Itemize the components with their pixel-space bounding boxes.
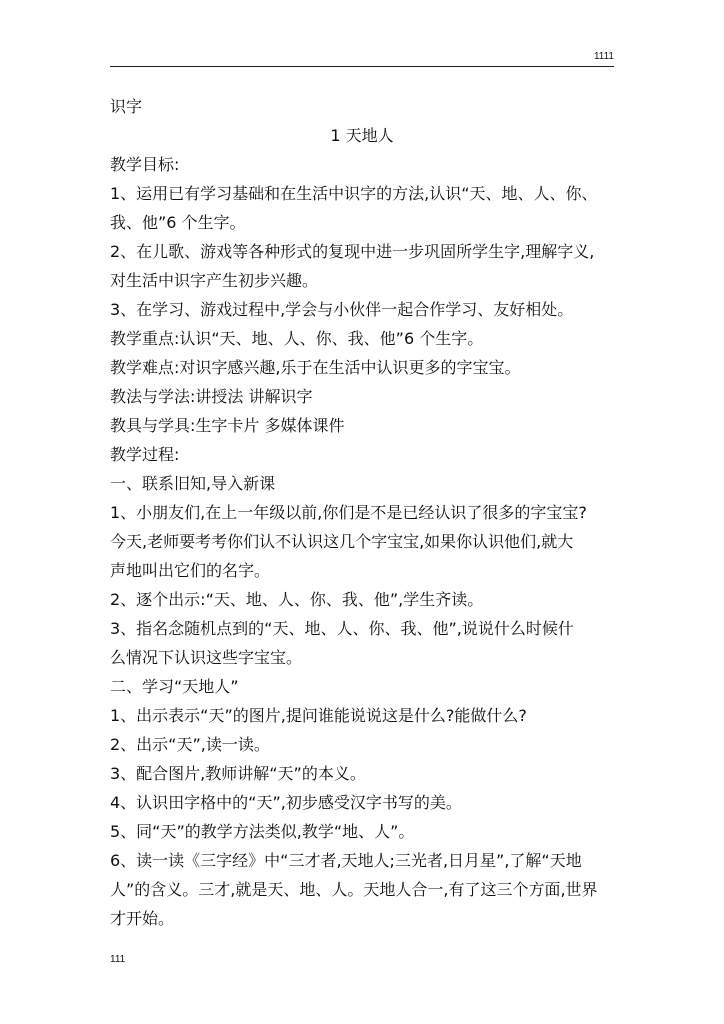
text-line: 么情况下认识这些字宝宝。: [110, 648, 303, 667]
text-line: 5、同“天”的教学方法类似,教学“地、人”。: [110, 822, 415, 841]
text-line: 1、运用已有学习基础和在生活中识字的方法,认识“天、地、人、你、: [110, 184, 598, 203]
page-header: [110, 46, 614, 67]
text-line: 教法与学法:讲授法 讲解识字: [110, 387, 313, 406]
text-line: 6、读一读《三字经》中“三才者,天地人;三光者,日月星”,了解“天地: [110, 851, 582, 870]
text-line: 教学难点:对识字感兴趣,乐于在生活中认识更多的字宝宝。: [110, 358, 521, 377]
text-line: 教学目标:: [110, 155, 180, 174]
text-line: 教具与学具:生字卡片 多媒体课件: [110, 416, 345, 435]
text-line: 二、学习“天地人”: [110, 677, 239, 696]
text-line: 我、他”6 个生字。: [110, 213, 246, 232]
footer-page-number: 111: [110, 954, 126, 965]
text-line: 声地叫出它们的名字。: [110, 561, 271, 580]
text-line: 2、出示“天”,读一读。: [110, 735, 270, 754]
text-line: 教学重点:认识“天、地、人、你、我、他”6 个生字。: [110, 329, 484, 348]
text-line: 才开始。: [110, 909, 175, 928]
text-line: 一、联系旧知,导入新课: [110, 474, 276, 493]
lesson-title: 1 天地人: [330, 126, 394, 145]
header-page-number: 1111: [593, 51, 614, 62]
section-title: 识字: [110, 97, 143, 116]
text-line: 1、小朋友们,在上一年级以前,你们是不是已经认识了很多的字宝宝?: [110, 503, 587, 522]
text-line: 对生活中识字产生初步兴趣。: [110, 271, 319, 290]
document-body: [110, 92, 614, 933]
text-line: 1、出示表示“天”的图片,提问谁能说说这是什么?能做什么?: [110, 706, 527, 725]
text-line: 4、认识田字格中的“天”,初步感受汉字书写的美。: [110, 793, 462, 812]
text-line: 3、配合图片,教师讲解“天”的本义。: [110, 764, 366, 783]
text-line: 今天,老师要考考你们认不认识这几个字宝宝,如果你认识他们,就大: [110, 532, 574, 551]
text-line: 2、逐个出示:“天、地、人、你、我、他”,学生齐读。: [110, 590, 484, 609]
text-line: 人”的含义。三才,就是天、地、人。天地人合一,有了这三个方面,世界: [110, 880, 598, 899]
text-line: 2、在儿歌、游戏等各种形式的复现中进一步巩固所学生字,理解字义,: [110, 242, 595, 261]
text-line: 3、在学习、游戏过程中,学会与小伙伴一起合作学习、友好相处。: [110, 300, 574, 319]
text-line: 教学过程:: [110, 445, 180, 464]
text-line: 3、指名念随机点到的“天、地、人、你、我、他”,说说什么时候什: [110, 619, 574, 638]
